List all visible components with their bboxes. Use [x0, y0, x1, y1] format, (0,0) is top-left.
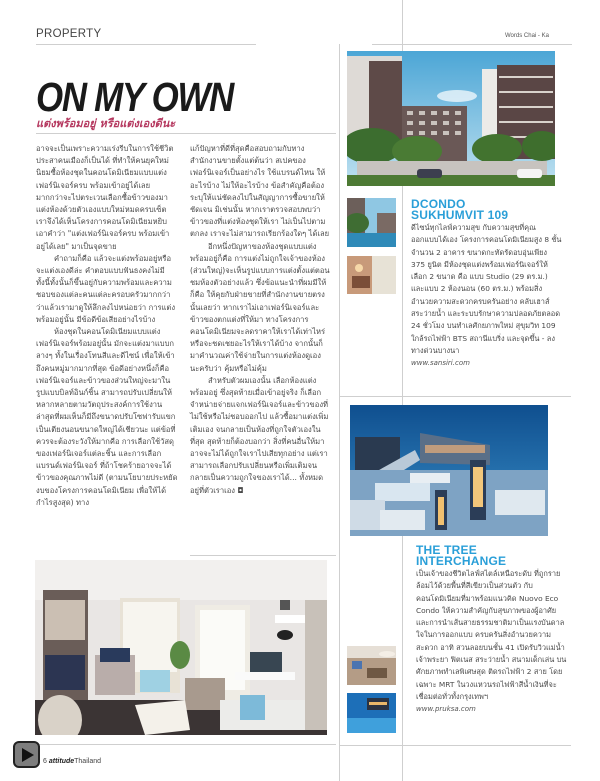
pool-thumbnail [347, 693, 396, 733]
rooftop-image [350, 405, 548, 536]
project-description: เป็นเจ้าของชีวิตไลฟ์สไตล์เหนือระดับ ที่ถูกรายล้อมไว้ด้วยพื้นที่สีเขียวเป็นส่วนตัว กับคอนโดมิเนียมที่มาพร้อมแนวคิด Nuovo Eco Condo ให้ความสำคัญกับสุขภาพของผู้อาศัย และการนำเส้นสายธรรมชาติมาเป็นแรงบันดาลใจในการออกแบบ ครบครันสิ่งอำนวยความสะดวก อาทิ สวนลอยบนชั้น 41 เปิดรับวิวแม่น้ำเจ้าพระยา ฟิตเนส สระว่ายน้ำ สนามเด็กเล่น บนศักยภาพทำเลพิเศษสุด ติดรถไฟฟ้า 2 สาย โดยเฉพาะ MRT ในวงแหวนรถไฟฟ้าสีน้ำเงินที่จะเชื่อมต่อทั่วทั้งกรุงเทพฯ [416, 569, 567, 701]
the-tree-rooftop-photo [350, 405, 548, 536]
play-icon[interactable] [13, 741, 40, 768]
interior-photo [35, 560, 327, 735]
section-label: PROPERTY [36, 28, 102, 40]
dcondo-description [411, 222, 563, 370]
building-image [347, 51, 555, 186]
the-tree-description [416, 568, 568, 716]
magazine-brand-regular: Thailand [74, 758, 101, 765]
project-url-link[interactable]: www.pruksa.com [416, 705, 476, 714]
article-title: ON MY OWN [36, 74, 233, 120]
dcondo-thumb-pool [347, 198, 396, 247]
pool-thumbnail [347, 198, 396, 247]
byline: Words Chai - Ka [505, 33, 549, 39]
paragraph: สำหรับตัวผมเองนั้น เลือกห้องแต่งพร้อมอยู่ ซึ่งสุดท้ายเมื่อเข้าอยู่จริง ก็เลือกจำหน่ายจ่ายแจกเฟอร์นิเจอร์และข้าวของที่ไม่ใช้หรือไม่ชอบออกไป แล้วซื้อมาแต่งเพิ่มเติมเอง จนกลายเป็นห้องที่ถูกใจตัวเองในที่สุด สุดท้ายก็ต้องบอกว่า สิ่งที่คนอื่นให้มาอาจจะไม่ได้ถูกใจเราไปเสียทุกอย่าง แต่เราสามารถเลือกปรับเปลี่ยนหรือเพิ่มเติมจนกลายเป็นความถูกใจของเราได้... ทั้งหมดอยู่ที่ตัวเราเอง ◘ [190, 375, 329, 495]
dcondo-thumb-interior [347, 256, 396, 294]
footer-rule [36, 744, 336, 745]
dcondo-heading [411, 199, 571, 221]
dcondo-building-photo [347, 51, 555, 186]
interior-thumbnail [347, 646, 396, 685]
paragraph: ห้องชุดในคอนโดมิเนียมแบบแต่งเฟอร์นิเจอร์พร้อมอยู่นั้น มักจะแต่งมาแบบกลางๆ ทั้งในเรื่องโทนสีและดีไซน์ เพื่อให้เข้าถึงคนหมู่มากมากที่สุด ข้อดีอย่างหนึ่งก็คือ เฟอร์นิเจอร์และข้าวของส่วนใหญ่จะมาในรูปแบบบิลท์อินก์ชิ้น สามารถปรับเปลี่ยนให้หลากหลายตามวัตถุประสงค์การใช้งาน ล่าสุดที่ผมเห็นก็มีถึงขนาดปรับโซฟารับแขกเป็นเตียงนอนขนาดใหญ่ได้เชียวนะ แต่ข้อที่ควรจะต้องระวังให้มากคือ การเลือกใช้วัสดุของเฟอร์นิเจอร์แต่ละชิ้น และการเลือกแบรนด์เฟอร์นิเจอร์ ที่ถ้าโชคร้ายอาจจะได้ข้าวของคุณภาพไม่ดี (ตามนโยบายประหยัดงบของโครงการคอนโดมิเนียม เพื่อให้ได้กำไรสูงสุด) ทาง [36, 327, 178, 507]
living-room-image [35, 560, 327, 735]
column-2-rule [190, 555, 336, 556]
sidebar-rule-2 [339, 745, 571, 746]
article-subtitle: แต่งพร้อมอยู่ หรือแต่งเองดีนะ [36, 117, 176, 130]
article-column-2 [190, 143, 330, 497]
magazine-brand-bold: attitude [48, 758, 75, 765]
title-rule [36, 133, 336, 134]
paragraph: แก้ปัญหาที่ดีที่สุดคือสอบถามกับทางสำนักงานขายตั้งแต่ต้นว่า สเปคของเฟอร์นิเจอร์เป็นอย่างไร ใช้แบรนด์ไหน ให้อะไรบ้าง ไม่ให้อะไรบ้าง ข้อสำคัญคือต้องระบุให้แน่ชัดลงไปในสัญญาการซื้อขายให้ชัดเจน มิเช่นนั้น หากเราตรวจสอบพบว่าข้าวของที่แต่งห้องชุดให้เรา ไม่เป็นไปตามตกลง เราจะไม่สามารถเรียกร้องใดๆ ได้เลย [190, 144, 330, 239]
sidebar-divider-left [339, 44, 340, 781]
article-column-1 [36, 143, 178, 509]
page-number: 6 [43, 758, 47, 765]
interior-thumbnail [347, 256, 396, 294]
column-divider-top [402, 0, 403, 44]
page-footer [43, 758, 101, 765]
the-tree-heading [416, 545, 576, 567]
sidebar-rule-1 [339, 396, 571, 397]
project-name-line2: INTERCHANGE [416, 554, 507, 568]
project-description: ดีไซน์ทุกไลฟ์ความสุข กับความสุขที่คุณออกแบบได้เอง โครงการคอนโดมิเนียมสูง 8 ชั้น จำนวน 2 อาคาร ขนาดกะทัดรัดอบอุ่นเพียง 375 ยูนิต มีห้องชุดแต่งพร้อมเฟอร์นิเจอร์ให้เลือก 2 ขนาด คือ แบบ Studio (29 ตร.ม.) และแบบ 2 ห้องนอน (60 ตร.ม.) พร้อมสิ่งอำนวยความสะดวกครบครันอย่าง คลับเฮาส์ สระว่ายน้ำ และระบบรักษาความปลอดภัยตลอด 24 ชั่วโมง บนทำเลศักยภาพใหม่ สุขุมวิท 109 ใกล้รถไฟฟ้า BTS สถานีแบริ่ง และจุดขึ้น - ลงทางด่วนบางนา [411, 223, 562, 355]
project-name-line1: DCONDO [411, 197, 466, 211]
project-name-line2: SUKHUMVIT 109 [411, 208, 509, 222]
project-url-link[interactable]: www.sansiri.com [411, 359, 470, 368]
paragraph: คำถามก็คือ แล้วจะแต่งพร้อมอยู่หรือจะแต่งเองดีล่ะ คำตอบแบบฟันธงคงไม่มี ทั้งนี้ทั้งนั้นก็ขึ้นอยู่กับความพร้อมและความชอบของแต่ละคนแต่ละครอบครัวมากกว่า ว่าแล้วเรามาดูให้ลึกลงไปหน่อยว่า การแต่งพร้อมอยู่นั้น มีข้อดีข้อเสียอย่างไรบ้าง [36, 253, 176, 324]
paragraph: อาจจะเป็นเพราะความเร่งรีบในการใช้ชีวิตประสาคนเมืองก็เป็นได้ ที่ทำให้คนยุคใหม่นิยมซื้อห้องชุดในคอนโดมิเนียมแบบแต่งเฟอร์นิเจอร์ครบ พร้อมเข้าอยู่ได้เลย มากกว่าจะไปตระเวนเลือกซื้อข้าวของมาแต่งห้องด้วยตัวเองแบบใหม่หมดครบเซ็ต เราจึงได้เห็นโครงการคอนโดมิเนียมหยิบเอาคำว่า "แต่งเฟอร์นิเจอร์ครบ พร้อมเข้าอยู่ได้เลย" มาเป็นจุดขาย [36, 144, 174, 251]
paragraph: อีกหนึ่งปัญหาของห้องชุดแบบแต่งพร้อมอยู่ก็คือ การแต่งไม่ถูกใจเจ้าของห้อง (ส่วนใหญ่)จะเห็นรูปแบบการแต่งตั้งแต่ตอนชมห้องตัวอย่างแล้ว ซึ่งข้อแนะนำที่ผมมีให้ก็คือ ให้คุยกับฝ่ายขายที่สำนักงานขายตรงนั้นเลยว่า หากเราไม่เอาเฟอร์นิเจอร์และข้าวของตกแต่งที่ให้มา ทางโครงการคอนโดมิเนียมจะลดราคาให้เราได้เท่าไหร่หรือจะชดเชยอะไรให้เราได้บ้าง จากนั้นก็มาคำนวณค่าใช้จ่ายในการแต่งห้องดูเองนะครับว่า คุ้มหรือไม่คุ้ม [190, 241, 330, 373]
project-name-line1: THE TREE [416, 543, 477, 557]
the-tree-thumb-pool [347, 693, 396, 733]
the-tree-thumb-interior [347, 646, 396, 685]
header-rule [36, 44, 256, 45]
